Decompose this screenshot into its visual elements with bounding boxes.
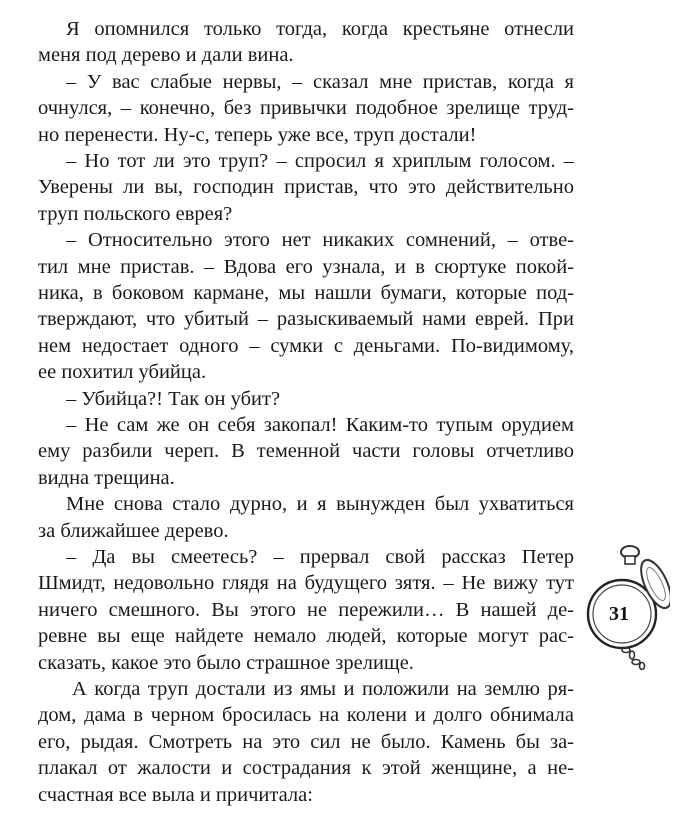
text-line: тил мне пристав. – Вдова его узнала, и в сюртуке покой- <box>38 255 574 278</box>
text-line: меня под дерево и дали вина. <box>38 44 294 67</box>
text-line: – Да вы смеетесь? – прервал свой рассказ Петер <box>66 546 574 568</box>
text-line: тверждают, что убитый – разыскиваемый нами еврей. При <box>38 308 574 331</box>
text-line: но перенести. Ну-с, теперь уже все, труп достали! <box>38 123 477 146</box>
text-line: сказать, какое это было страшное зрелище. <box>38 651 414 674</box>
text-line: счастная все выла и причитала: <box>38 783 313 806</box>
text-line: А когда труп достали из ямы и положили на землю ря- <box>72 678 574 700</box>
text-line: Шмидт, недовольно глядя на будущего зятя. – Не вижу тут <box>38 572 574 595</box>
text-line: очнулся, – конечно, без привычки подобное зрелище труд- <box>38 97 574 120</box>
text-line: ника, в боковом кармане, мы нашли бумаги, которые под- <box>38 282 574 304</box>
text-line: дом, дама в черном бросилась на колени и долго обнимала <box>38 704 574 727</box>
text-line: – Относительно этого нет никаких сомнений, – отве- <box>66 229 574 252</box>
text-line: Уверены ли вы, господин пристав, что это действительно <box>38 176 574 199</box>
text-line: ревне вы еще найдете немало людей, которые могут рас- <box>38 625 574 648</box>
text-line: нем недостает одного – сумки с деньгами. По-видимому, <box>38 334 574 357</box>
text-line: плакал от жалости и сострадания к этой женщине, а не- <box>38 757 574 780</box>
text-line: ничего смешного. Вы этого не пережили… В нашей де- <box>38 598 574 621</box>
text-line: труп польского еврея? <box>38 202 233 225</box>
text-line: – Но тот ли это труп? – спросил я хриплым голосом. – <box>66 150 574 172</box>
text-line: его, рыдая. Смотреть на это сил не было. Камень бы за- <box>38 730 574 753</box>
text-line: видна трещина. <box>38 466 175 489</box>
text-line: – Убийца?! Так он убит? <box>66 387 281 410</box>
text-line: ему разбили череп. В теменной части головы отчетливо <box>38 440 574 463</box>
text-line: – У вас слабые нервы, – сказал мне пристав, когда я <box>66 70 574 93</box>
text-line: Мне снова стало дурно, и я вынужден был ухватиться <box>66 493 574 516</box>
text-line: Я опомнился только тогда, когда крестьяне отнесли <box>66 18 574 40</box>
text-line: ее похитил убийца. <box>38 361 207 384</box>
text-line: за ближайшее дерево. <box>38 519 229 542</box>
page-number: 31 <box>609 603 629 625</box>
text-line: – Не сам же он себя закопал! Каким-то тупым орудием <box>66 414 574 436</box>
